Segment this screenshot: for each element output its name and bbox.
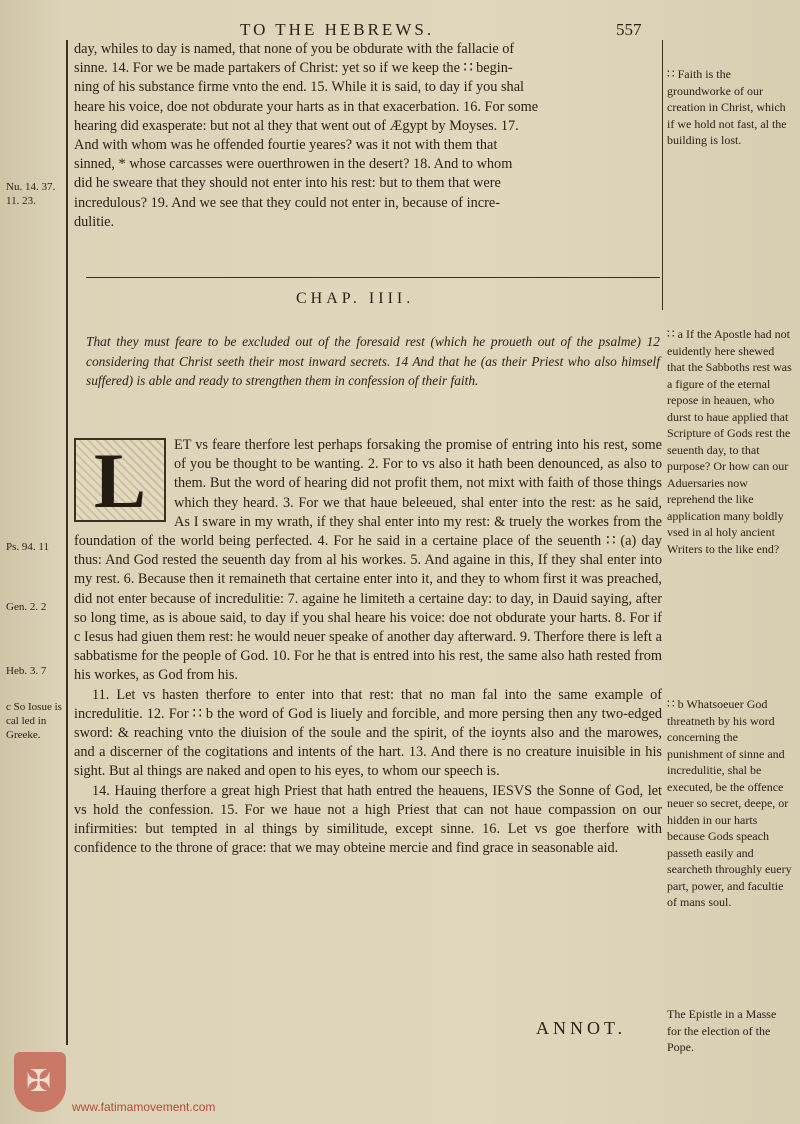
paragraph-text: ET vs feare therfore lest perhaps forsaking the promise of entring into his rest, some of you be thought to be wanting. 2. For to vs also it hath been denounced, as also to them. But the word of hearing did not profit them, not mixt with faith of those things which they heard. 3. For we that haue beleeued, shal enter into the rest: as he said, As I sware in my wrath, if they shal enter into my rest: & truely the workes from the foundation of the world being perfected. 4. For he said in a certaine place of the seuenth ∷ (a) day thus: And God rested the seuenth day from al his workes. 5. And againe in this, If they shal enter into my rest. 6. Because then it remaineth that certaine enter into it, and they to whom first it was preached, did not enter because of incredulitie: 7. againe he limiteth a certaine day: to day, in Dauid saying, after so long time, as is aboue said, to day if you shal heare his voice: doe not obdurate your harts. 8. For if c Iesus had giuen them rest: he would neuer speake of another day afterward. 9. Therfore there is left a sabbatisme for the people of God. 10. For he that is entred into his rest, the same also hath rested from his workes, as God from his.: [74, 437, 662, 684]
text-line: sinne. 14. For we be made partakers of Christ: yet so if we keep the ∷ begin-: [74, 60, 513, 77]
running-title: TO THE HEBREWS.: [240, 20, 435, 39]
chapter-title: CHAP. IIII.: [296, 290, 415, 307]
paragraph-14: 14. Hauing therfore a great high Priest that hath entred the heauens, IESVS the Sonne of God, let vs hold the confession. 15. For we haue not a high Priest that can not haue compassion on our infirmities: but tempted in al things by similitude, except sinne. 16. Let vs goe therfore with confidence to the throne of grace: that we may obteine mercie and find grace in seasonable aid.: [74, 782, 662, 857]
crossed-keys-icon: ✠: [26, 1065, 52, 1098]
margin-note-genesis: Gen. 2. 2: [6, 601, 47, 613]
margin-note-word: ∷ b Whatsoeuer God threatneth by his word concerning the punishment of sinne and incredulitie, shal be executed, be the offence neuer so secret, deepe, or hidden in our harts because Gods speach passeth easily and searcheth throughly euery part, power, and facultie of mans soul.: [667, 697, 792, 909]
chapter-divider: [86, 277, 660, 278]
text-line: day, whiles to day is named, that none of you be obdurate with the fallacie of: [74, 41, 515, 57]
ornamental-initial: [74, 438, 166, 522]
text-line: heare his voice, doe not obdurate your harts as in that exacerbation. 16. For some: [74, 98, 539, 115]
text-line: incredulous? 19. And we see that they could not enter in, because of incre-: [74, 194, 500, 211]
text-line: hearing did exasperate: but not al they that went out of Ægypt by Moyses. 17.: [74, 117, 519, 134]
first-paragraph: [74, 436, 662, 686]
paragraph-11: 11. Let vs hasten therfore to enter into that rest: that no man fal into the same example of incredulitie. 12. For ∷ b the word of God is liuely and forcible, and more persing then any two-edged sword: & reaching vnto the diuision of the soule and the spirit, of the ioynts also and the marowes, and a discerner of the cogitations and intents of the hart. 13. And there is no creature inuisible in his sight. But al things are naked and open to his eyes, to whom our speech is.: [74, 686, 662, 780]
website-watermark: www.fatimamovement.com: [72, 1100, 216, 1114]
text-line: dulitie.: [74, 213, 115, 230]
margin-note-numbers: Nu. 14. 37. 11. 23.: [6, 181, 56, 207]
margin-note-epistle: The Epistle in a Masse for the election of the Pope.: [667, 1007, 777, 1054]
chapter-summary: That they must feare to be excluded out of the foresaid rest (which he proueth out of the psalme) 12 considering that Christ seeth their most inward secrets. 14 And that he (as their Priest who also himself suffered) is able and ready to strengthen them in confession of their faith.: [86, 334, 660, 388]
text-line: sinned, * whose carcasses were ouerthrowen in the desert? 18. And to whom: [74, 156, 513, 173]
margin-rule-right: [662, 40, 663, 310]
initial-letter: L: [93, 437, 147, 524]
text-line: did he sweare that they should not enter into his rest: but to them that were: [74, 175, 501, 192]
margin-note-apostle: ∷ a If the Apostle had not euidently here shewed that the Sabboths rest was a figure of the eternal repose in heauen, who durst to haue applied that Scripture of Gods rest the seuenth day, to that purpose? Or how can our Aduersaries now reprehend the like application many boldly vsed in al holy ancient Writers to the like end?: [667, 327, 792, 556]
chapter-four-body: [74, 436, 662, 858]
margin-note-hebrews: Heb. 3. 7: [6, 665, 47, 677]
chapter-three-ending: [74, 40, 662, 232]
annotations-heading: ANNOT.: [536, 1018, 627, 1038]
margin-rule-left: [66, 40, 68, 1045]
margin-note-iosue: c So Iosue is cal led in Greeke.: [6, 701, 62, 741]
text-line: And with whom was he offended fourtie yeares? was it not with them that: [74, 137, 498, 154]
margin-note-psalm: Ps. 94. 11: [6, 541, 49, 553]
text-line: ning of his substance firme vnto the end. 15. While it is said, to day if you shal: [74, 79, 525, 96]
page-number: 557: [616, 20, 642, 39]
margin-note-faith: ∷ Faith is the groundworke of our creation in Christ, which if we hold not fast, al the building is lost.: [667, 67, 787, 147]
papal-seal-logo: [14, 1052, 66, 1112]
